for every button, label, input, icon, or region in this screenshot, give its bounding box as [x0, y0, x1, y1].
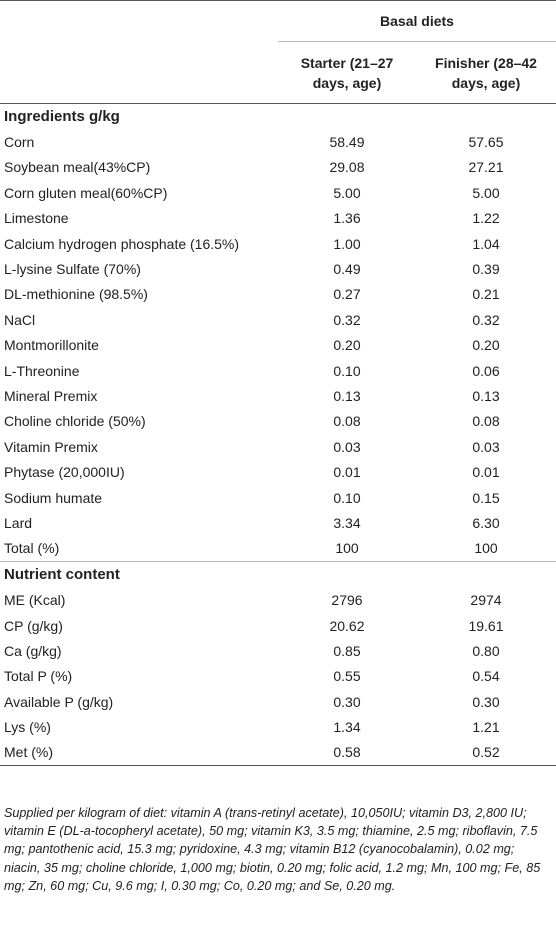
table-row	[0, 282, 556, 307]
row-label: DL-methionine (98.5%)	[4, 286, 148, 303]
header-starter-line1: Starter (21–27	[300, 54, 394, 71]
finisher-value: 0.30	[472, 693, 500, 710]
starter-value: 100	[335, 540, 359, 557]
finisher-value: 19.61	[468, 617, 504, 634]
finisher-value: 6.30	[472, 514, 500, 531]
finisher-value: 0.01	[472, 464, 500, 481]
header-group-row	[0, 1, 556, 41]
row-label: Phytase (20,000IU)	[4, 464, 125, 481]
row-label: ME (Kcal)	[4, 592, 66, 609]
table-row	[0, 180, 556, 205]
row-label: Sodium humate	[4, 489, 103, 506]
starter-value: 0.10	[333, 489, 361, 506]
starter-value: 1.34	[333, 719, 361, 736]
finisher-value: 0.39	[472, 261, 500, 278]
section-heading-row	[0, 562, 556, 587]
header-columns-row	[0, 42, 556, 103]
starter-value: 0.01	[333, 464, 361, 481]
starter-value: 29.08	[329, 159, 365, 176]
header-finisher	[416, 53, 556, 93]
table-row	[0, 358, 556, 383]
starter-value: 0.13	[333, 387, 361, 404]
table-row	[0, 155, 556, 180]
table-row	[0, 129, 556, 154]
section-heading: Ingredients g/kg	[4, 108, 120, 126]
finisher-value: 0.08	[472, 413, 500, 430]
finisher-value: 27.21	[468, 159, 504, 176]
starter-value: 0.58	[333, 744, 361, 761]
table-row	[0, 485, 556, 510]
row-label: L-lysine Sulfate (70%)	[4, 261, 141, 278]
table-row	[0, 383, 556, 408]
starter-value: 0.10	[333, 362, 361, 379]
finisher-value: 0.54	[472, 668, 500, 685]
row-label: NaCl	[4, 311, 36, 328]
bottom-rule	[0, 765, 556, 766]
row-label: Vitamin Premix	[4, 438, 98, 455]
header-finisher-line1: Finisher (28–42	[435, 54, 537, 71]
finisher-value: 0.06	[472, 362, 500, 379]
finisher-value: 0.80	[472, 642, 500, 659]
table-row	[0, 333, 556, 358]
row-label: Ca (g/kg)	[4, 642, 62, 659]
finisher-value: 1.04	[472, 235, 500, 252]
starter-value: 0.30	[333, 693, 361, 710]
row-label: Available P (g/kg)	[4, 693, 114, 710]
finisher-value: 100	[474, 540, 498, 557]
starter-value: 1.00	[333, 235, 361, 252]
starter-value: 0.55	[333, 668, 361, 685]
table-row	[0, 409, 556, 434]
row-label: Lard	[4, 514, 33, 531]
starter-value: 5.00	[333, 184, 361, 201]
row-label: Limestone	[4, 210, 69, 227]
table-row	[0, 459, 556, 484]
section-heading-row	[0, 104, 556, 129]
table-row	[0, 740, 556, 765]
table-row	[0, 206, 556, 231]
table-row	[0, 510, 556, 535]
starter-value: 0.20	[333, 337, 361, 354]
row-label: Mineral Premix	[4, 387, 98, 404]
table-row	[0, 587, 556, 612]
row-label: Choline chloride (50%)	[4, 413, 146, 430]
table-row	[0, 231, 556, 256]
starter-value: 0.49	[333, 261, 361, 278]
table-row	[0, 664, 556, 689]
finisher-value: 0.03	[472, 438, 500, 455]
starter-value: 2796	[331, 592, 363, 609]
row-label: Met (%)	[4, 744, 53, 761]
table-row	[0, 307, 556, 332]
starter-value: 1.36	[333, 210, 361, 227]
finisher-value: 1.21	[472, 719, 500, 736]
row-label: CP (g/kg)	[4, 617, 63, 634]
finisher-value: 5.00	[472, 184, 500, 201]
starter-value: 20.62	[329, 617, 365, 634]
starter-value: 3.34	[333, 514, 361, 531]
finisher-value: 0.13	[472, 387, 500, 404]
row-label: Corn	[4, 134, 35, 151]
finisher-value: 0.32	[472, 311, 500, 328]
table-row	[0, 536, 556, 561]
row-label: Montmorillonite	[4, 337, 99, 354]
row-label: Calcium hydrogen phosphate (16.5%)	[4, 235, 240, 252]
row-label: Soybean meal(43%CP)	[4, 159, 151, 176]
header-finisher-line2: days, age)	[451, 74, 521, 91]
row-label: Lys (%)	[4, 719, 51, 736]
table-body	[0, 104, 556, 765]
finisher-value: 2974	[470, 592, 502, 609]
starter-value: 0.27	[333, 286, 361, 303]
starter-value: 0.08	[333, 413, 361, 430]
starter-value: 0.85	[333, 642, 361, 659]
finisher-value: 57.65	[468, 134, 504, 151]
row-label: Total P (%)	[4, 668, 73, 685]
table-row	[0, 256, 556, 281]
table-row	[0, 714, 556, 739]
table-row	[0, 638, 556, 663]
section-heading: Nutrient content	[4, 566, 120, 584]
finisher-value: 0.52	[472, 744, 500, 761]
finisher-value: 0.15	[472, 489, 500, 506]
finisher-value: 0.20	[472, 337, 500, 354]
table-row	[0, 689, 556, 714]
header-starter-line2: days, age)	[312, 74, 382, 91]
table-row	[0, 434, 556, 459]
starter-value: 0.03	[333, 438, 361, 455]
finisher-value: 1.22	[472, 210, 500, 227]
header-starter	[278, 53, 416, 93]
starter-value: 0.32	[333, 311, 361, 328]
table-footnote: Supplied per kilogram of diet: vitamin A (trans-retinyl acetate), 10,050IU; vitamin D3, 2,800 IU; vitamin E (DL-a-tocopheryl acetate), 50 mg; vitamin K3, 3.5 mg; thiamine, 2.5 mg; riboflavin, 7.5 mg; pantothenic acid, 15.3 mg; pyridoxine, 4.3 mg; vitamin B12 (cyanocobalamin), 0.02 mg; niacin, 35 mg; choline chloride, 1,000 mg; biotin, 0.20 mg; folic acid, 1.2 mg; Mn, 100 mg; Fe, 85 mg; Zn, 60 mg; Cu, 9.6 mg; I, 0.30 mg; Co, 0.20 mg; and Se, 0.20 mg.	[4, 806, 541, 893]
header-group-label: Basal diets	[380, 13, 454, 29]
finisher-value: 0.21	[472, 286, 500, 303]
row-label: Total (%)	[4, 540, 60, 557]
row-label: Corn gluten meal(60%CP)	[4, 184, 168, 201]
table-row	[0, 613, 556, 638]
row-label: L-Threonine	[4, 362, 80, 379]
starter-value: 58.49	[329, 134, 365, 151]
